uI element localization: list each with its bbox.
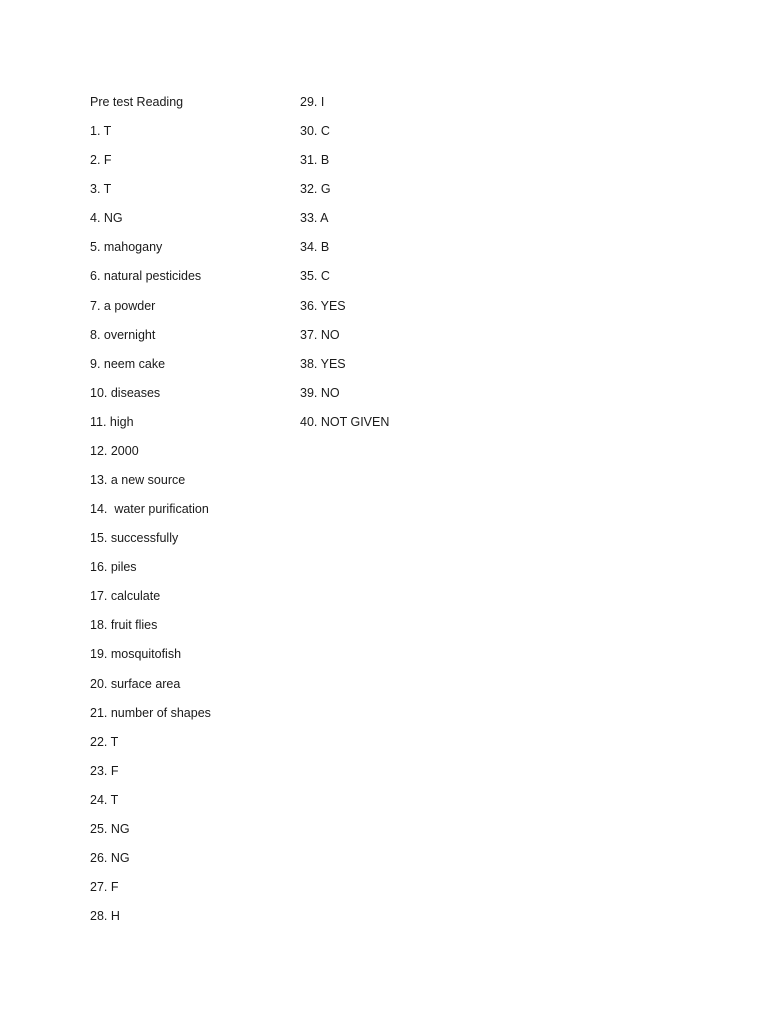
answer-item: 19. mosquitofish [90, 647, 182, 662]
answer-item: 21. number of shapes [90, 705, 211, 720]
answer-item: 34. B [300, 240, 330, 255]
answer-item: 22. T [90, 734, 119, 749]
answer-item: 8. overnight [90, 327, 156, 342]
answer-item: 29. I [300, 95, 325, 109]
answer-item: 18. fruit flies [90, 618, 158, 633]
answer-item: 7. a powder [90, 298, 156, 313]
answer-item: 16. piles [90, 560, 137, 575]
answer-item: 9. neem cake [90, 356, 166, 371]
answer-item: 5. mahogany [90, 240, 163, 255]
answer-item: 32. G [300, 182, 331, 197]
answer-item: 40. NOT GIVEN [300, 414, 390, 429]
answer-item: 38. YES [300, 356, 346, 371]
answer-item: 14. water purification [90, 502, 209, 517]
answer-item: 23. F [90, 763, 119, 778]
answer-item: 20. surface area [90, 676, 181, 691]
answer-item: 24. T [90, 792, 119, 807]
answer-item: 27. F [90, 880, 119, 895]
answer-item: 2. F [90, 153, 112, 168]
answer-item: 31. B [300, 153, 330, 168]
answer-item: 3. T [90, 182, 112, 197]
answer-column-left [90, 92, 211, 935]
answer-item: 28. H [90, 909, 120, 924]
answer-item: 1. T [90, 124, 112, 139]
answer-item: 25. NG [90, 821, 130, 836]
answer-item: 37. NO [300, 327, 340, 342]
answer-item: 4. NG [90, 211, 123, 226]
answer-item: 17. calculate [90, 589, 161, 604]
answer-item: 36. YES [300, 298, 346, 313]
answer-item: 12. 2000 [90, 443, 139, 458]
answer-item: 15. successfully [90, 531, 179, 546]
answer-item: 13. a new source [90, 473, 186, 488]
answer-item: 6. natural pesticides [90, 269, 202, 284]
answer-item: 11. high [90, 414, 134, 429]
answer-item: 39. NO [300, 385, 340, 400]
document-title: Pre test Reading [90, 95, 184, 109]
answer-item: 26. NG [90, 851, 130, 866]
answer-item: 10. diseases [90, 385, 161, 400]
answer-item: 35. C [300, 269, 330, 284]
answer-item: 30. C [300, 124, 330, 139]
answer-item: 33. A [300, 211, 329, 226]
answer-column-right [300, 92, 389, 441]
